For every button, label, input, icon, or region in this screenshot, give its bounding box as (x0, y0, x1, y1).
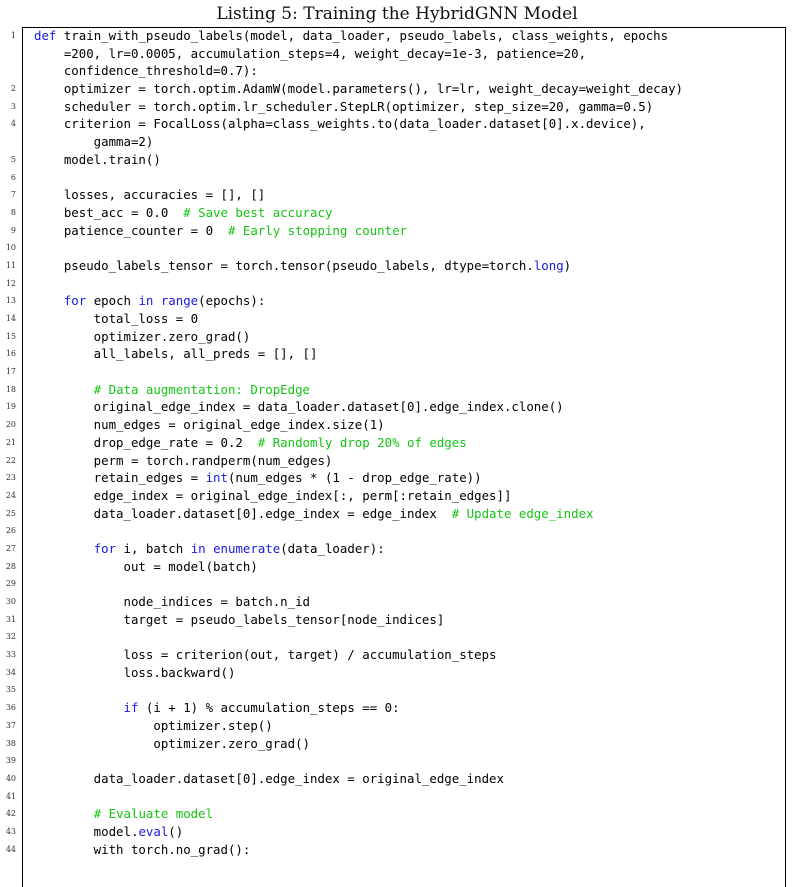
code-line (0, 275, 794, 293)
code-segment: original_edge_index = data_loader.dataset[0].edge_index.clone() (34, 399, 564, 415)
code-comment: # Data augmentation: DropEdge (93, 381, 311, 397)
code-segment: epoch (86, 293, 139, 309)
line-number: 44 (5, 844, 16, 854)
code-comment: # Randomly drop 20% of edges (257, 434, 467, 450)
code-keyword: if (123, 700, 139, 716)
line-number: 17 (5, 367, 16, 377)
line-number: 16 (5, 349, 16, 359)
code-segment (34, 382, 94, 397)
code-line (0, 98, 794, 116)
code-line (0, 434, 794, 452)
code-line (0, 363, 794, 381)
line-number: 36 (5, 703, 16, 713)
code-keyword: def (34, 28, 57, 43)
code-text (34, 186, 786, 204)
code-line (0, 222, 794, 240)
code-line (0, 699, 794, 717)
code-line (0, 717, 794, 735)
code-comment: # Update edge_index (451, 505, 594, 521)
line-number: 26 (5, 526, 16, 536)
code-segment: (num_edges * (1 - drop_edge_rate)) (227, 470, 482, 486)
code-segment: optimizer.step() (34, 717, 273, 733)
code-segment (206, 541, 213, 556)
code-text (34, 398, 786, 416)
code-line (0, 735, 794, 753)
code-text (34, 540, 786, 558)
line-number: 41 (5, 791, 16, 801)
code-segment: optimizer.zero_grad() (34, 735, 311, 751)
code-segment: model.train() (34, 151, 161, 167)
code-text (34, 699, 786, 717)
code-keyword: for (63, 293, 87, 309)
code-text (34, 292, 786, 310)
code-keyword: for (93, 540, 117, 556)
line-number: 31 (5, 614, 16, 624)
code-text (34, 823, 786, 841)
code-segment: scheduler = torch.optim.lr_scheduler.StepLR(optimizer, step_size=20, gamma=0.5) (34, 98, 654, 114)
code-line (0, 823, 794, 841)
code-text (34, 151, 786, 169)
code-text (34, 805, 786, 823)
code-text (34, 257, 786, 275)
code-segment: (i + 1) % accumulation_steps == 0: (138, 700, 400, 716)
code-segment: () (168, 823, 184, 839)
line-number: 18 (5, 384, 16, 394)
line-number: 24 (5, 490, 16, 500)
code-line (0, 115, 794, 150)
code-text (34, 222, 786, 240)
code-segment: loss = criterion(out, target) / accumulation_steps (34, 647, 497, 663)
code-text (34, 328, 786, 346)
code-line (0, 381, 794, 399)
code-line (0, 752, 794, 770)
code-segment: with torch.no_grad(): (34, 841, 251, 857)
line-number: 1 (10, 31, 16, 40)
code-line (0, 469, 794, 487)
line-number: 20 (5, 420, 16, 430)
line-number: 11 (5, 260, 16, 270)
line-number: 37 (5, 720, 16, 730)
code-line (0, 575, 794, 593)
code-text (34, 505, 786, 523)
line-number: 35 (5, 685, 16, 695)
code-text (34, 717, 786, 735)
code-segment: (epochs): (198, 293, 266, 309)
code-listing (0, 27, 794, 858)
code-segment: optimizer = torch.optim.AdamW(model.parameters(), lr=lr, weight_decay=weight_decay) (34, 81, 684, 97)
code-segment (34, 806, 94, 821)
line-number: 29 (5, 579, 16, 589)
line-number: 32 (5, 632, 16, 642)
code-segment: data_loader.dataset[0].edge_index = original_edge_index (34, 770, 504, 786)
code-line (0, 416, 794, 434)
line-number: 4 (10, 119, 16, 129)
code-line (0, 345, 794, 363)
line-number: 43 (5, 826, 16, 836)
line-number: 21 (5, 437, 16, 447)
code-text (34, 310, 786, 328)
line-number: 38 (5, 738, 16, 748)
listing-caption: Listing 5: Training the HybridGNN Model (216, 4, 578, 24)
code-line (0, 398, 794, 416)
code-line (0, 169, 794, 187)
code-keyword: enumerate (213, 540, 281, 556)
code-line (0, 558, 794, 576)
code-text (34, 345, 786, 363)
line-number: 5 (10, 154, 16, 164)
code-line (0, 628, 794, 646)
code-line (0, 788, 794, 806)
code-text (34, 27, 786, 80)
code-text (34, 646, 786, 664)
code-segment (153, 293, 160, 308)
line-number: 13 (5, 296, 16, 306)
code-segment: target = pseudo_labels_tensor[node_indices] (34, 611, 445, 627)
code-segment: patience_counter = 0 (34, 222, 228, 238)
code-text (34, 735, 786, 753)
line-number: 34 (5, 667, 16, 677)
code-line (0, 522, 794, 540)
line-number: 40 (5, 773, 16, 783)
line-number: 15 (5, 331, 16, 341)
line-number: 7 (10, 190, 16, 200)
code-text (34, 841, 786, 859)
line-number: 14 (5, 314, 16, 324)
code-segment: perm = torch.randperm(num_edges) (34, 452, 333, 468)
line-number: 19 (5, 402, 16, 412)
code-line (0, 841, 794, 859)
code-text (34, 593, 786, 611)
line-number: 27 (5, 543, 16, 553)
code-keyword: int (205, 470, 228, 486)
code-segment: train_with_pseudo_labels(model, data_loader, pseudo_labels, class_weights, epochs =200, lr=0.0005, accumulation_steps=4, weight_decay=1e-3, patience=20, confidence_threshold=0.7): (63, 28, 669, 79)
code-line (0, 310, 794, 328)
line-number: 10 (5, 243, 16, 253)
code-keyword: in (190, 540, 206, 556)
code-line (0, 328, 794, 346)
code-line (0, 646, 794, 664)
code-segment (34, 700, 124, 715)
code-line (0, 505, 794, 523)
code-segment: i, batch (116, 540, 191, 556)
code-segment: model. (34, 823, 139, 839)
code-keyword: long (533, 257, 564, 273)
line-number: 8 (10, 207, 16, 217)
code-segment: data_loader.dataset[0].edge_index = edge_index (34, 505, 452, 521)
code-text (34, 381, 786, 399)
code-keyword: eval (138, 823, 169, 839)
code-text (34, 770, 786, 788)
code-segment: loss.backward() (34, 664, 236, 680)
line-number: 2 (10, 84, 16, 94)
code-segment: losses, accuracies = [], [] (34, 187, 266, 203)
code-segment: pseudo_labels_tensor = torch.tensor(pseudo_labels, dtype=torch. (34, 257, 534, 273)
code-text (34, 98, 786, 116)
code-comment: # Save best accuracy (183, 204, 333, 220)
code-comment: # Evaluate model (93, 806, 214, 822)
line-number: 28 (5, 561, 16, 571)
code-line (0, 664, 794, 682)
code-keyword: range (160, 293, 199, 309)
line-number: 33 (5, 650, 16, 660)
code-text (34, 80, 786, 98)
code-line (0, 151, 794, 169)
code-text (34, 664, 786, 682)
code-segment: out = model(batch) (34, 558, 258, 574)
code-segment: best_acc = 0.0 (34, 204, 184, 220)
code-line (0, 681, 794, 699)
code-segment: drop_edge_rate = 0.2 (34, 434, 258, 450)
code-line (0, 257, 794, 275)
code-text (34, 416, 786, 434)
code-segment: optimizer.zero_grad() (34, 328, 251, 344)
line-number: 9 (10, 225, 16, 235)
line-number: 6 (10, 172, 16, 182)
code-segment: (data_loader): (280, 540, 385, 556)
code-segment: retain_edges = (34, 470, 206, 486)
code-line (0, 239, 794, 257)
code-comment: # Early stopping counter (227, 222, 408, 238)
code-line (0, 204, 794, 222)
code-line (0, 80, 794, 98)
code-text (34, 469, 786, 487)
code-segment: num_edges = original_edge_index.size(1) (34, 417, 385, 433)
code-text (34, 204, 786, 222)
line-number: 39 (5, 756, 16, 766)
line-number: 30 (5, 597, 16, 607)
line-number: 25 (5, 508, 16, 518)
line-number: 12 (5, 278, 16, 288)
code-text (34, 487, 786, 505)
code-segment: total_loss = 0 (34, 311, 199, 327)
code-text (34, 611, 786, 629)
code-line (0, 292, 794, 310)
code-segment: node_indices = batch.n_id (34, 594, 311, 610)
code-text (34, 452, 786, 470)
code-segment: ) (563, 257, 572, 273)
code-text (34, 434, 786, 452)
code-segment (34, 541, 94, 556)
line-number: 42 (5, 809, 16, 819)
code-keyword: in (138, 293, 154, 309)
code-text (34, 115, 786, 150)
code-segment (34, 293, 64, 308)
code-line (0, 770, 794, 788)
code-line (0, 452, 794, 470)
code-line (0, 186, 794, 204)
line-number: 3 (10, 101, 16, 111)
code-segment: criterion = FocalLoss(alpha=class_weights.to(data_loader.dataset[0].x.device), gamma=2) (63, 116, 646, 150)
code-text (34, 558, 786, 576)
code-line (0, 487, 794, 505)
code-line (0, 611, 794, 629)
code-line (0, 805, 794, 823)
code-line (0, 593, 794, 611)
code-line (0, 540, 794, 558)
code-line (0, 27, 794, 80)
line-number: 22 (5, 455, 16, 465)
code-segment: all_labels, all_preds = [], [] (34, 346, 318, 362)
line-number: 23 (5, 473, 16, 483)
code-segment: edge_index = original_edge_index[:, perm[:retain_edges]] (34, 487, 512, 503)
